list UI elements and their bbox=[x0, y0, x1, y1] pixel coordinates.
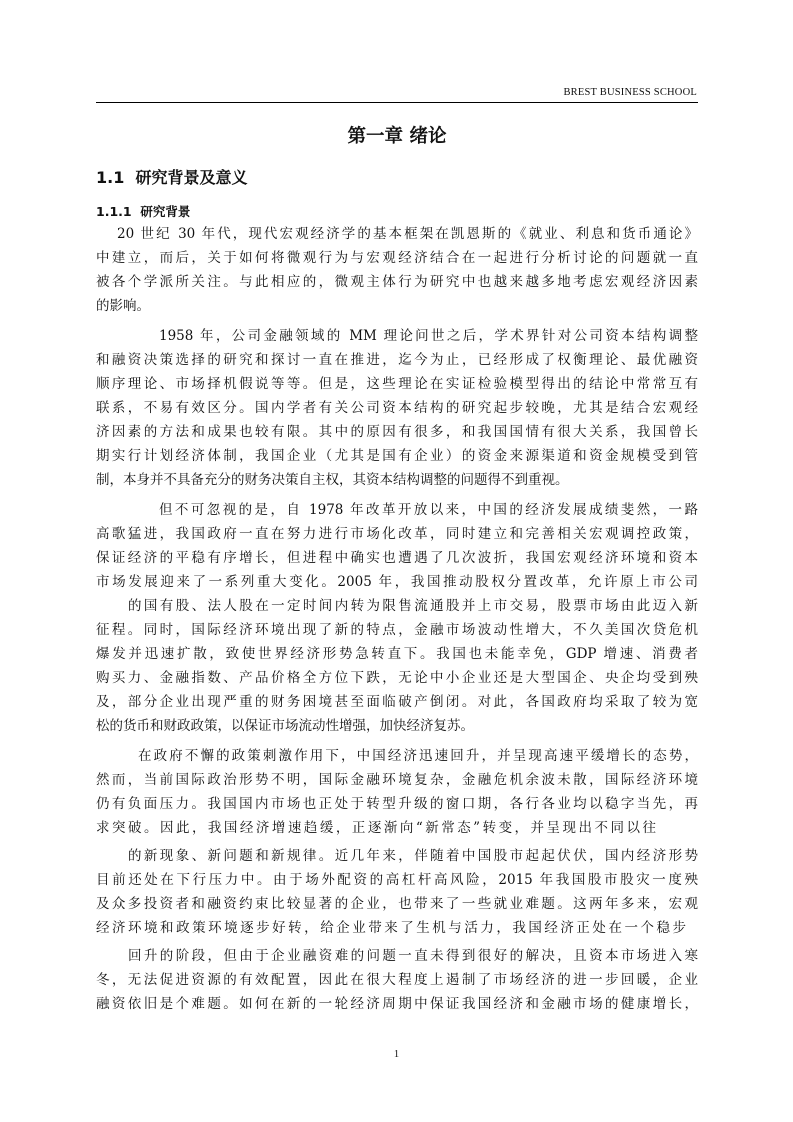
section-heading bbox=[96, 165, 248, 188]
page-number: 1 bbox=[393, 1049, 400, 1060]
body-line: 1958 年，公司金融领域的 MM 理论问世之后，学术界针对公司资本结构调整 bbox=[159, 328, 698, 344]
body-line: 及众多投资者和融资约束比较显著的企业，也带来了一些就业难题。这两年多来，宏观 bbox=[96, 896, 698, 912]
body-line: 济因素的方法和成果也较有限。其中的原因有很多，和我国国情有很大关系，我国曾长 bbox=[96, 424, 698, 440]
body-line: 高歌猛进，我国政府一直在努力进行市场化改革，同时建立和完善相关宏观调控政策， bbox=[96, 526, 698, 542]
body-line: 和融资决策选择的研究和探讨一直在推进，迄今为止，已经形成了权衡理论、最优融资 bbox=[96, 352, 698, 368]
body-line: 顺序理论、市场择机假说等等。但是，这些理论在实证检验模型得出的结论中常常互有 bbox=[96, 376, 698, 392]
body-line: 冬，无法促进资源的有效配置，因此在很大程度上遏制了市场经济的进一步回暖，企业 bbox=[96, 972, 698, 988]
body-line: 松的货币和财政政策，以保证市场流动性增强，加快经济复苏。 bbox=[96, 718, 474, 734]
body-line: 融资依旧是个难题。如何在新的一轮经济周期中保证我国经济和金融市场的健康增长， bbox=[96, 996, 698, 1012]
body-line: 联系，不易有效区分。国内学者有关公司资本结构的研究起步较晚，尤其是结合宏观经 bbox=[96, 400, 698, 416]
body-line: 但不可忽视的是，自 1978 年改革开放以来，中国的经济发展成绩斐然，一路 bbox=[159, 502, 698, 518]
chapter-title: 第一章 绪论 bbox=[347, 126, 447, 147]
body-line: 的国有股、法人股在一定时间内转为限售流通股并上市交易，股票市场由此迈入新 bbox=[128, 598, 698, 614]
section-title: 研究背景及意义 bbox=[135, 168, 248, 187]
body-line: 及，部分企业出现严重的财务困境甚至面临破产倒闭。对此，各国政府均采取了较为宽 bbox=[96, 694, 698, 710]
running-header: BREST BUSINESS SCHOOL bbox=[563, 87, 697, 98]
body-line: 被各个学派所关注。与此相应的，微观主体行为研究中也越来越多地考虑宏观经济因素 bbox=[96, 274, 698, 290]
body-line: 保证经济的平稳有序增长，但进程中确实也遭遇了几次波折，我国宏观经济环境和资本 bbox=[96, 550, 698, 566]
body-line: 回升的阶段，但由于企业融资难的问题一直未得到很好的解决，且资本市场进入寒 bbox=[128, 948, 698, 964]
subsection-title: 研究背景 bbox=[140, 204, 191, 219]
body-line: 经济环境和政策环境逐步好转，给企业带来了生机与活力，我国经济正处在一个稳步 bbox=[96, 920, 686, 936]
body-line: 期实行计划经济体制，我国企业（尤其是国有企业）的资金来源渠道和资金规模受到管 bbox=[96, 448, 698, 464]
body-line: 仍有负面压力。我国国内市场也正处于转型升级的窗口期，各行各业均以稳字当先，再 bbox=[96, 796, 698, 812]
subsection-heading bbox=[96, 202, 190, 220]
body-line: 目前还处在下行压力中。由于场外配资的高杠杆高风险，2015 年我国股市股灾一度殃 bbox=[96, 872, 698, 888]
body-line: 20 世纪 30 年代，现代宏观经济学的基本框架在凯恩斯的《就业、利息和货币通论》 bbox=[117, 226, 698, 242]
body-line: 征程。同时，国际经济环境出现了新的特点，金融市场波动性增大，不久美国次贷危机 bbox=[96, 622, 698, 638]
body-line: 在政府不懈的政策刺激作用下，中国经济迅速回升，并呈现高速平缓增长的态势， bbox=[138, 748, 698, 764]
section-number: 1.1 bbox=[96, 168, 125, 187]
body-line: 的影响。 bbox=[96, 298, 150, 314]
header-rule bbox=[96, 102, 698, 103]
body-line: 的新现象、新问题和新规律。近几年来，伴随着中国股市起起伏伏，国内经济形势 bbox=[128, 848, 698, 864]
body-line: 中建立，而后，关于如何将微观行为与宏观经济结合在一起进行分析讨论的问题就一直 bbox=[96, 250, 698, 266]
body-line: 制，本身并不具备充分的财务决策自主权，其资本结构调整的问题得不到重视。 bbox=[96, 472, 569, 488]
body-line: 爆发并迅速扩散，致使世界经济形势急转直下。我国也未能幸免，GDP 增速、消费者 bbox=[96, 646, 698, 662]
body-line: 市场发展迎来了一系列重大变化。2005 年，我国推动股权分置改革，允许原上市公司 bbox=[96, 574, 698, 590]
body-line: 求突破。因此，我国经济增速趋缓，正逐渐向“新常态”转变，并呈现出不同以往 bbox=[96, 820, 656, 836]
body-line: 然而，当前国际政治形势不明，国际金融环境复杂，金融危机余波未散，国际经济环境 bbox=[96, 772, 698, 788]
subsection-number: 1.1.1 bbox=[96, 204, 132, 219]
body-line: 购买力、金融指数、产品价格全方位下跌，无论中小企业还是大型国企、央企均受到殃 bbox=[96, 670, 698, 686]
